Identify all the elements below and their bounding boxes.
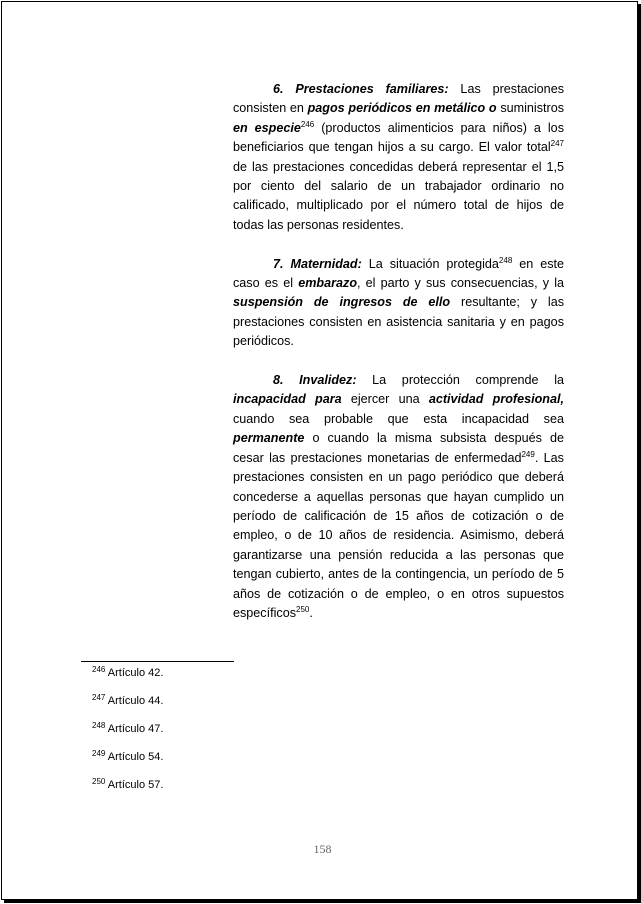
emphasis-text: permanente — [233, 431, 305, 446]
emphasis-segment — [233, 431, 304, 445]
footnote-reference: 249 — [521, 449, 535, 459]
emphasis-text: 7. Maternidad: — [273, 256, 362, 271]
footnote-reference: 247 — [550, 139, 564, 149]
footnote-text: Artículo 47. — [105, 723, 164, 735]
body-text — [233, 80, 564, 643]
emphasis-text: suspensión de ingresos de ello — [233, 295, 451, 310]
text-segment: . — [309, 605, 313, 620]
footnote — [92, 666, 163, 680]
text-segment: . Las prestaciones consisten en un pago periódico que deberá concederse a aquellas personas que hayan cumplido un período de calificación de 15 años de cotización o de empleo, o de 10 años de residencia. Asimismo, deberá garantizarse una pensión reducida a las personas que tengan cubierto, antes de la contingencia, un período de 5 años de cotización o de empleo, o en otros supuestos específicos — [233, 450, 564, 620]
text-segment: La protección comprende la — [356, 373, 564, 388]
footnote-number: 247 — [92, 693, 106, 702]
paragraph-invalidez — [233, 371, 564, 623]
footnote — [92, 722, 163, 736]
footnote-number: 248 — [92, 721, 106, 730]
footnote-text: Artículo 57. — [105, 779, 164, 791]
text-segment: suministros — [496, 101, 564, 116]
document-page — [1, 1, 638, 900]
emphasis-segment — [308, 101, 497, 115]
emphasis-segment — [273, 257, 362, 271]
text-segment: (productos alimenticios para niños) a los beneficiarios que tengan hijos a su cargo. El valor total — [233, 120, 564, 155]
emphasis-segment — [429, 392, 564, 406]
footnote-reference: 250 — [296, 604, 310, 614]
text-segment: cuando sea probable que esta incapacidad sea — [233, 411, 564, 426]
footnote-number: 249 — [92, 749, 106, 758]
text-segment: o cuando la misma subsista después de cesar las prestaciones monetarias de enfermedad — [233, 431, 564, 465]
footnote-text: Artículo 42. — [105, 667, 164, 679]
text-segment: en este caso es el — [233, 256, 564, 291]
footnotes — [92, 666, 163, 806]
footnote-number: 250 — [92, 777, 106, 786]
text-segment: , el parto y sus consecuencias, y la — [357, 276, 564, 291]
emphasis-text: 6. Prestaciones familiares: — [273, 82, 449, 96]
footnote — [92, 778, 163, 792]
emphasis-segment — [273, 82, 449, 96]
footnote-text: Artículo 44. — [105, 695, 164, 707]
text-segment: de las prestaciones concedidas deberá representar el 1,5 por ciento del salario de un trabajador ordinario no calificado, multiplicado por el número total de hijos de todas las personas residentes. — [233, 159, 564, 232]
footnote — [92, 694, 163, 708]
paragraph-maternidad — [233, 255, 564, 352]
footnote-reference: 248 — [498, 255, 513, 265]
paragraph-prestaciones-familiares — [233, 80, 564, 235]
footnote — [92, 750, 163, 764]
page-number: 158 — [313, 842, 332, 856]
emphasis-text: en especie — [233, 120, 301, 135]
emphasis-text: pagos periódicos en metálico o — [307, 101, 497, 116]
emphasis-text: embarazo — [298, 276, 358, 291]
emphasis-text: incapacidad para — [233, 392, 342, 407]
emphasis-segment — [233, 121, 301, 135]
text-segment: ejercer una — [341, 392, 429, 407]
emphasis-segment — [298, 276, 357, 290]
footnote-number: 246 — [92, 665, 106, 674]
emphasis-text: 8. Invalidez: — [273, 373, 357, 388]
emphasis-segment — [233, 295, 450, 309]
footnote-reference: 246 — [300, 119, 315, 129]
text-segment: Las prestaciones consisten en — [233, 82, 564, 116]
emphasis-segment — [233, 392, 342, 406]
emphasis-text: actividad profesional, — [428, 392, 565, 407]
footnote-separator — [81, 661, 234, 662]
emphasis-segment — [273, 373, 357, 387]
text-segment: La situación protegida — [361, 256, 499, 271]
footnote-text: Artículo 54. — [105, 751, 164, 763]
text-segment: resultante; y las prestaciones consisten en asistencia sanitaria y en pagos periódicos. — [233, 295, 564, 349]
